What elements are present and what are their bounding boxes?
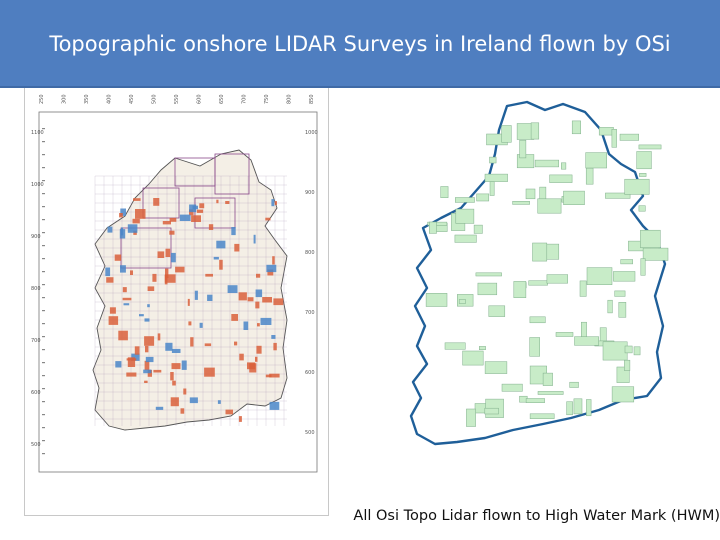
survey-area — [586, 168, 593, 184]
survey-area — [550, 175, 573, 183]
survey-area — [526, 399, 545, 403]
flight-patch — [225, 201, 229, 204]
flight-patch — [143, 370, 151, 374]
frame-tick-label: 700 — [305, 310, 315, 316]
survey-area — [455, 198, 474, 203]
frame-right-tick-labels — [305, 130, 318, 436]
flight-patch — [169, 231, 174, 235]
survey-area — [502, 126, 512, 143]
frame-tick-label: 800 — [305, 250, 315, 256]
frame-top-tick-labels — [39, 94, 315, 104]
flight-patch — [163, 221, 171, 224]
flight-patch — [165, 343, 172, 351]
flight-patch — [239, 416, 242, 422]
survey-area — [445, 343, 465, 350]
tick-mark — [42, 349, 45, 350]
tick-mark — [42, 206, 45, 207]
tick-mark — [42, 414, 45, 415]
flight-patch — [119, 213, 123, 217]
lidar-coverage-map-panel — [24, 88, 329, 516]
flight-patch — [266, 265, 276, 272]
frame-left-tick-labels — [31, 130, 44, 448]
flight-patch — [172, 381, 176, 386]
lidar-coverage-grid-map — [25, 88, 328, 515]
flight-patch — [204, 368, 215, 377]
flight-patch — [128, 357, 135, 367]
flight-patch — [121, 227, 123, 235]
frame-tick-label: 800 — [286, 94, 293, 104]
flight-patch — [170, 372, 174, 380]
flight-patch — [262, 297, 272, 303]
flight-patch — [271, 199, 274, 206]
survey-area — [489, 306, 505, 317]
survey-area — [570, 382, 579, 387]
frame-tick-label: 500 — [151, 94, 158, 104]
flight-patch — [255, 302, 259, 309]
survey-area — [490, 182, 494, 196]
survey-area — [490, 157, 497, 163]
frame-tick-label: 650 — [219, 94, 225, 104]
survey-area — [479, 346, 485, 349]
flight-patch — [189, 205, 196, 213]
survey-area — [572, 121, 581, 134]
frame-tick-label: 600 — [31, 390, 41, 396]
flight-patch — [171, 253, 176, 262]
survey-area — [639, 206, 645, 212]
frame-tick-label: 700 — [241, 94, 248, 104]
flight-patch — [209, 224, 213, 230]
survey-area — [625, 346, 632, 353]
flight-patch — [205, 343, 211, 346]
flight-patch — [182, 361, 187, 370]
flight-patch — [133, 219, 140, 224]
map-caption: All Osi Topo Lidar flown to High Water Mark (HWM) — [353, 508, 720, 524]
flight-patch — [216, 200, 218, 204]
survey-area — [608, 300, 613, 313]
survey-area — [624, 360, 630, 370]
flight-patch — [126, 373, 136, 377]
flight-patch — [190, 397, 198, 403]
survey-area — [529, 281, 548, 286]
flight-patch — [205, 274, 213, 277]
survey-area — [538, 391, 563, 394]
flight-patch — [188, 299, 190, 306]
flight-patch — [234, 342, 237, 346]
survey-area — [538, 199, 561, 213]
flight-patch — [110, 307, 116, 313]
survey-area — [586, 153, 607, 168]
flight-patch — [270, 402, 280, 410]
flight-patch — [248, 297, 254, 301]
flight-patch — [152, 274, 156, 282]
frame-tick-label: 250 — [39, 94, 45, 104]
survey-area — [567, 402, 573, 415]
flight-patch — [106, 277, 113, 283]
frame-tick-label: 400 — [106, 94, 113, 104]
flight-patch — [256, 274, 260, 278]
flight-patch — [165, 274, 176, 283]
tick-mark — [42, 388, 45, 389]
flight-patch — [197, 210, 203, 213]
flight-patch — [231, 227, 235, 235]
survey-area — [600, 328, 606, 343]
flight-patch — [273, 343, 276, 350]
flight-patch — [275, 201, 277, 205]
tick-mark — [42, 232, 45, 233]
survey-area — [456, 209, 474, 223]
survey-area — [586, 400, 591, 416]
tick-mark — [42, 323, 45, 324]
flight-patch — [183, 389, 186, 395]
tick-mark — [42, 219, 45, 220]
flight-patch — [115, 361, 121, 367]
flight-patch — [144, 381, 148, 383]
flight-patch — [158, 333, 161, 340]
frame-tick-label: 350 — [84, 94, 90, 104]
frame-tick-label: 550 — [174, 94, 180, 104]
survey-area — [441, 187, 448, 198]
frame-tick-label: 300 — [61, 94, 68, 104]
flight-patch — [231, 314, 238, 321]
frame-tick-marks — [42, 128, 45, 454]
flight-patch — [146, 357, 154, 362]
survey-area — [485, 174, 508, 182]
survey-area — [619, 302, 626, 317]
survey-area — [641, 259, 645, 276]
flight-patch — [239, 292, 247, 300]
survey-area — [615, 291, 625, 297]
flight-patch — [115, 255, 122, 261]
frame-tick-label: 600 — [196, 94, 203, 104]
survey-area — [561, 163, 566, 169]
flight-patch — [256, 290, 263, 298]
survey-area — [547, 275, 568, 284]
flight-patch — [195, 291, 198, 300]
survey-area — [476, 273, 502, 276]
survey-area — [620, 134, 639, 140]
slide-title: Topographic onshore LIDAR Surveys in Ireland flown by OSi — [49, 32, 671, 56]
survey-area — [466, 409, 475, 427]
tick-mark — [42, 310, 45, 311]
survey-area — [612, 387, 634, 402]
tick-mark — [42, 167, 45, 168]
flight-patch — [147, 304, 150, 307]
flight-patch — [105, 268, 110, 277]
survey-area — [613, 272, 635, 282]
survey-area — [564, 191, 585, 205]
flight-patch — [153, 370, 161, 373]
tick-mark — [42, 245, 45, 246]
survey-area — [530, 338, 540, 357]
survey-area — [455, 235, 477, 242]
flight-patch — [257, 323, 260, 326]
survey-area — [543, 373, 553, 386]
survey-area — [513, 201, 530, 204]
tick-mark — [42, 193, 45, 194]
survey-area — [426, 293, 447, 306]
flight-patch — [265, 218, 270, 221]
frame-tick-label: 750 — [264, 94, 270, 104]
frame-tick-label: 850 — [309, 94, 315, 104]
flight-patch — [256, 346, 261, 354]
survey-area — [639, 173, 646, 176]
flight-patch — [128, 224, 138, 233]
frame-tick-label: 600 — [305, 370, 315, 376]
flight-patch — [272, 256, 275, 264]
survey-area — [520, 140, 526, 158]
flight-patch — [166, 249, 171, 257]
flight-patch — [191, 215, 201, 222]
tick-mark — [42, 453, 45, 454]
flight-patch — [269, 374, 279, 378]
flight-patch — [180, 215, 191, 221]
frame-tick-label: 900 — [31, 234, 41, 240]
frame-tick-label: 450 — [129, 94, 135, 104]
frame-tick-label: 500 — [305, 430, 315, 436]
tick-mark — [42, 297, 45, 298]
tick-mark — [42, 154, 45, 155]
flight-patch — [226, 410, 234, 415]
flight-patch — [200, 323, 203, 328]
flight-patch — [214, 257, 219, 260]
survey-area — [575, 337, 599, 346]
flight-patch — [219, 260, 223, 270]
flight-patch — [120, 265, 126, 272]
frame-tick-label: 1100 — [31, 130, 44, 136]
survey-area — [526, 189, 535, 199]
survey-area — [533, 243, 547, 261]
frame-tick-label: 1000 — [305, 130, 318, 136]
flight-patch — [123, 287, 127, 292]
flight-patch — [153, 198, 159, 206]
survey-area — [639, 145, 661, 149]
flight-patch — [133, 198, 141, 201]
frame-tick-label: 500 — [31, 442, 41, 448]
flight-patch — [145, 318, 150, 321]
survey-area — [531, 123, 539, 139]
flight-patch — [190, 337, 193, 346]
tick-mark — [42, 271, 45, 272]
flight-patch — [234, 244, 239, 252]
tick-mark — [42, 336, 45, 337]
tick-mark — [42, 401, 45, 402]
survey-area — [556, 332, 573, 336]
flight-patch — [261, 318, 272, 325]
flight-patch — [158, 251, 165, 258]
survey-area — [637, 152, 652, 169]
flight-patch — [123, 298, 132, 301]
survey-area — [474, 225, 482, 233]
flight-patch — [228, 285, 238, 293]
frame-tick-label: 700 — [31, 338, 41, 344]
flight-patch — [118, 331, 128, 341]
tick-mark — [42, 375, 45, 376]
survey-area — [535, 160, 559, 167]
flight-patch — [156, 407, 163, 410]
hwm-coverage-map — [395, 100, 685, 460]
survey-area — [502, 384, 522, 391]
frame-tick-label: 1000 — [31, 182, 44, 188]
flight-patch — [124, 303, 130, 305]
title-bar — [0, 0, 720, 88]
flight-patch — [171, 397, 179, 406]
survey-area — [429, 222, 436, 233]
tick-mark — [42, 258, 45, 259]
survey-area — [463, 351, 484, 365]
flight-patch — [148, 286, 155, 291]
tick-mark — [42, 362, 45, 363]
survey-area — [640, 230, 660, 248]
survey-area — [574, 399, 582, 414]
flight-patch — [271, 335, 275, 339]
tick-mark — [42, 180, 45, 181]
survey-area — [621, 260, 633, 264]
survey-area — [580, 281, 586, 297]
frame-tick-label: 800 — [31, 286, 41, 292]
survey-area — [643, 248, 668, 260]
survey-area — [530, 317, 545, 323]
flight-patch — [135, 346, 140, 354]
flight-patch — [108, 227, 113, 233]
survey-area — [478, 283, 497, 295]
tick-mark — [42, 128, 45, 129]
flight-patch — [130, 270, 133, 275]
flight-patch — [255, 357, 258, 362]
flight-patch — [172, 349, 181, 353]
flight-patch — [188, 321, 191, 325]
flight-patch — [218, 400, 221, 404]
flight-patch — [135, 209, 146, 219]
flight-patch — [273, 298, 283, 305]
flight-patch — [244, 322, 249, 331]
flight-patch — [239, 354, 244, 361]
flight-patch — [145, 346, 148, 353]
tick-mark — [42, 284, 45, 285]
survey-area — [459, 300, 465, 304]
flight-patch — [199, 203, 204, 208]
survey-area — [612, 129, 617, 147]
flight-patch — [139, 314, 144, 316]
flight-patch — [181, 408, 185, 413]
survey-area — [530, 414, 554, 419]
survey-area — [587, 268, 612, 285]
survey-area — [634, 347, 640, 355]
flight-patch — [247, 362, 255, 369]
survey-area — [599, 127, 613, 135]
survey-area — [477, 194, 489, 201]
tick-mark — [42, 141, 45, 142]
flight-patch — [172, 363, 181, 369]
flight-patch — [145, 361, 150, 370]
flight-patch — [109, 316, 119, 325]
flight-patch — [175, 267, 184, 273]
survey-area — [625, 179, 650, 194]
flight-patch — [207, 295, 212, 301]
survey-area — [485, 408, 499, 414]
survey-area — [603, 342, 627, 360]
tick-mark — [42, 427, 45, 428]
tick-mark — [42, 440, 45, 441]
survey-area — [485, 362, 507, 374]
flight-patch — [216, 241, 225, 249]
flight-patch — [144, 336, 154, 346]
flight-patch — [254, 235, 256, 244]
frame-tick-label: 900 — [305, 190, 315, 196]
survey-area — [514, 281, 526, 297]
